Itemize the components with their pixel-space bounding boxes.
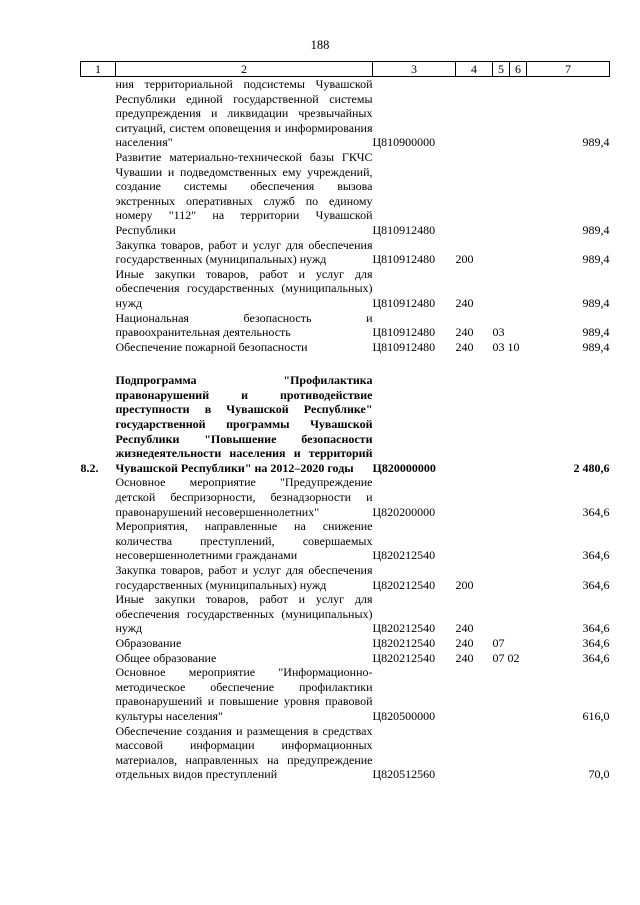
row-sum: 364,6 xyxy=(582,504,610,519)
row-sum: 364,6 xyxy=(582,548,610,563)
row-sum: 364,6 xyxy=(582,577,610,592)
row-rz: 03 xyxy=(492,325,505,340)
row-code: Ц810900000 xyxy=(372,135,436,150)
row-rz xyxy=(493,238,527,267)
table-row xyxy=(81,592,610,636)
row-sum: 989,4 xyxy=(582,295,610,310)
row-vr xyxy=(456,150,493,238)
row-code: Ц810912480 xyxy=(372,222,436,237)
row-name: Мероприятия, направленные на снижение количества преступлений, совершаемых несовершеннолетними гражданами xyxy=(115,519,373,563)
row-name: Закупка товаров, работ и услуг для обеспечения государственных (муниципальных) нужд xyxy=(115,563,373,592)
column-header: 2 xyxy=(116,62,373,77)
row-code: Ц820212540 xyxy=(372,650,436,665)
table-row xyxy=(81,651,610,666)
table-row xyxy=(81,563,610,592)
row-vr xyxy=(456,665,493,723)
row-rz xyxy=(493,519,527,563)
column-header: 4 xyxy=(456,62,493,77)
row-name: Иные закупки товаров, работ и услуг для обеспечения государственных (муниципальных) нужд xyxy=(115,592,373,636)
column-header: 5 xyxy=(493,62,510,77)
row-name: Основное мероприятие "Информационно-методическое обеспечение профилактики правонарушений и повышение уровня правовой культуры населения" xyxy=(115,665,373,723)
column-header-row xyxy=(81,62,610,77)
column-header: 1 xyxy=(81,62,116,77)
row-vr xyxy=(456,77,493,150)
row-rz: 03 10 xyxy=(492,339,520,354)
table-row xyxy=(81,311,610,340)
row-vr xyxy=(456,475,493,519)
subprogram-row xyxy=(81,373,610,475)
table-row xyxy=(81,724,610,782)
row-sum: 616,0 xyxy=(582,708,610,723)
row-vr: 240 xyxy=(455,339,474,354)
table-row xyxy=(81,636,610,651)
page-number: 188 xyxy=(310,38,330,52)
subprogram-code: Ц820000000 xyxy=(372,460,436,475)
row-code: Ц820212540 xyxy=(372,548,436,563)
table-row xyxy=(81,340,610,355)
row-sum: 364,6 xyxy=(582,650,610,665)
row-name: Основное мероприятие "Предупреждение детской беспризорности, безнадзорности и правонарушений несовершеннолетних" xyxy=(115,475,373,519)
subprogram-name: Подпрограмма "Профилактика правонарушений и противодействие преступности в Чувашской Республике" государственной программы Чувашской Республики "Повышение безопасности жизнедеятельности населения и территорий Чувашской Республики" на 2012–2020 годы xyxy=(115,373,373,475)
row-rz xyxy=(493,475,527,519)
row-name: Обеспечение пожарной безопасности xyxy=(115,339,308,354)
row-sum: 989,4 xyxy=(582,339,610,354)
row-sum: 70,0 xyxy=(588,767,610,782)
row-vr xyxy=(456,724,493,782)
row-rz: 07 xyxy=(492,635,505,650)
row-name: Закупка товаров, работ и услуг для обеспечения государственных (муниципальных) нужд xyxy=(115,237,373,267)
subprogram-number: 8.2. xyxy=(80,460,99,475)
row-code: Ц820500000 xyxy=(372,708,436,723)
row-rz: 07 02 xyxy=(492,650,520,665)
row-code: Ц820212540 xyxy=(372,635,436,650)
row-sum: 364,6 xyxy=(582,635,610,650)
row-name: Национальная безопасность и правоохранительная деятельность xyxy=(115,310,373,340)
row-code: Ц820512560 xyxy=(372,767,436,782)
row-sum: 989,4 xyxy=(582,135,610,150)
row-rz xyxy=(493,563,527,592)
table-row xyxy=(81,475,610,519)
table-row xyxy=(81,665,610,723)
table-row xyxy=(81,150,610,238)
row-name: ния территориальной подсистемы Чувашской Республики единой государственной системы предупреждения и ликвидации чрезвычайных ситуаций, систем оповещения и информирования населения" xyxy=(115,77,373,150)
row-rz xyxy=(493,150,527,238)
row-rz xyxy=(493,592,527,636)
row-name: Образование xyxy=(115,635,182,650)
row-name: Развитие материально-технической базы ГКЧС Чувашии и подведомственных ему учреждений, создание системы обеспечения вызова экстренных оперативных служб по единому номеру "112" на территории Чувашской Республики xyxy=(115,149,373,237)
table-row xyxy=(81,77,610,150)
row-code: Ц810912480 xyxy=(372,325,436,340)
row-name: Общее образование xyxy=(115,650,217,665)
row-code: Ц810912480 xyxy=(372,295,436,310)
row-vr: 240 xyxy=(455,650,474,665)
row-sum: 364,6 xyxy=(582,621,610,636)
row-sum: 989,4 xyxy=(582,325,610,340)
row-vr xyxy=(456,519,493,563)
row-vr: 240 xyxy=(455,635,474,650)
row-vr: 240 xyxy=(455,295,474,310)
row-sum: 989,4 xyxy=(582,252,610,267)
budget-table xyxy=(80,61,610,782)
table-row xyxy=(81,519,610,563)
row-code: Ц820212540 xyxy=(372,577,436,592)
column-header: 6 xyxy=(510,62,527,77)
row-name: Иные закупки товаров, работ и услуг для обеспечения государственных (муниципальных) нужд xyxy=(115,266,373,310)
column-header: 7 xyxy=(527,62,610,77)
subprogram-sum: 2 480,6 xyxy=(573,460,610,475)
table-row xyxy=(81,238,610,267)
row-rz xyxy=(493,724,527,782)
row-code: Ц810912480 xyxy=(372,339,436,354)
row-vr: 200 xyxy=(455,252,474,267)
spacer-row xyxy=(81,354,610,373)
row-rz xyxy=(493,665,527,723)
row-vr: 200 xyxy=(455,577,474,592)
row-name: Обеспечение создания и размещения в средствах массовой информации информационных материалов, направленных на предупреждение отдельных видов преступлений xyxy=(115,723,373,782)
row-vr: 240 xyxy=(455,621,474,636)
table-row xyxy=(81,267,610,311)
column-header: 3 xyxy=(373,62,456,77)
row-rz xyxy=(493,77,527,150)
row-code: Ц820212540 xyxy=(372,621,436,636)
row-sum: 989,4 xyxy=(582,222,610,237)
row-vr: 240 xyxy=(455,325,474,340)
row-rz xyxy=(493,267,527,311)
row-code: Ц810912480 xyxy=(372,252,436,267)
row-code: Ц820200000 xyxy=(372,504,436,519)
